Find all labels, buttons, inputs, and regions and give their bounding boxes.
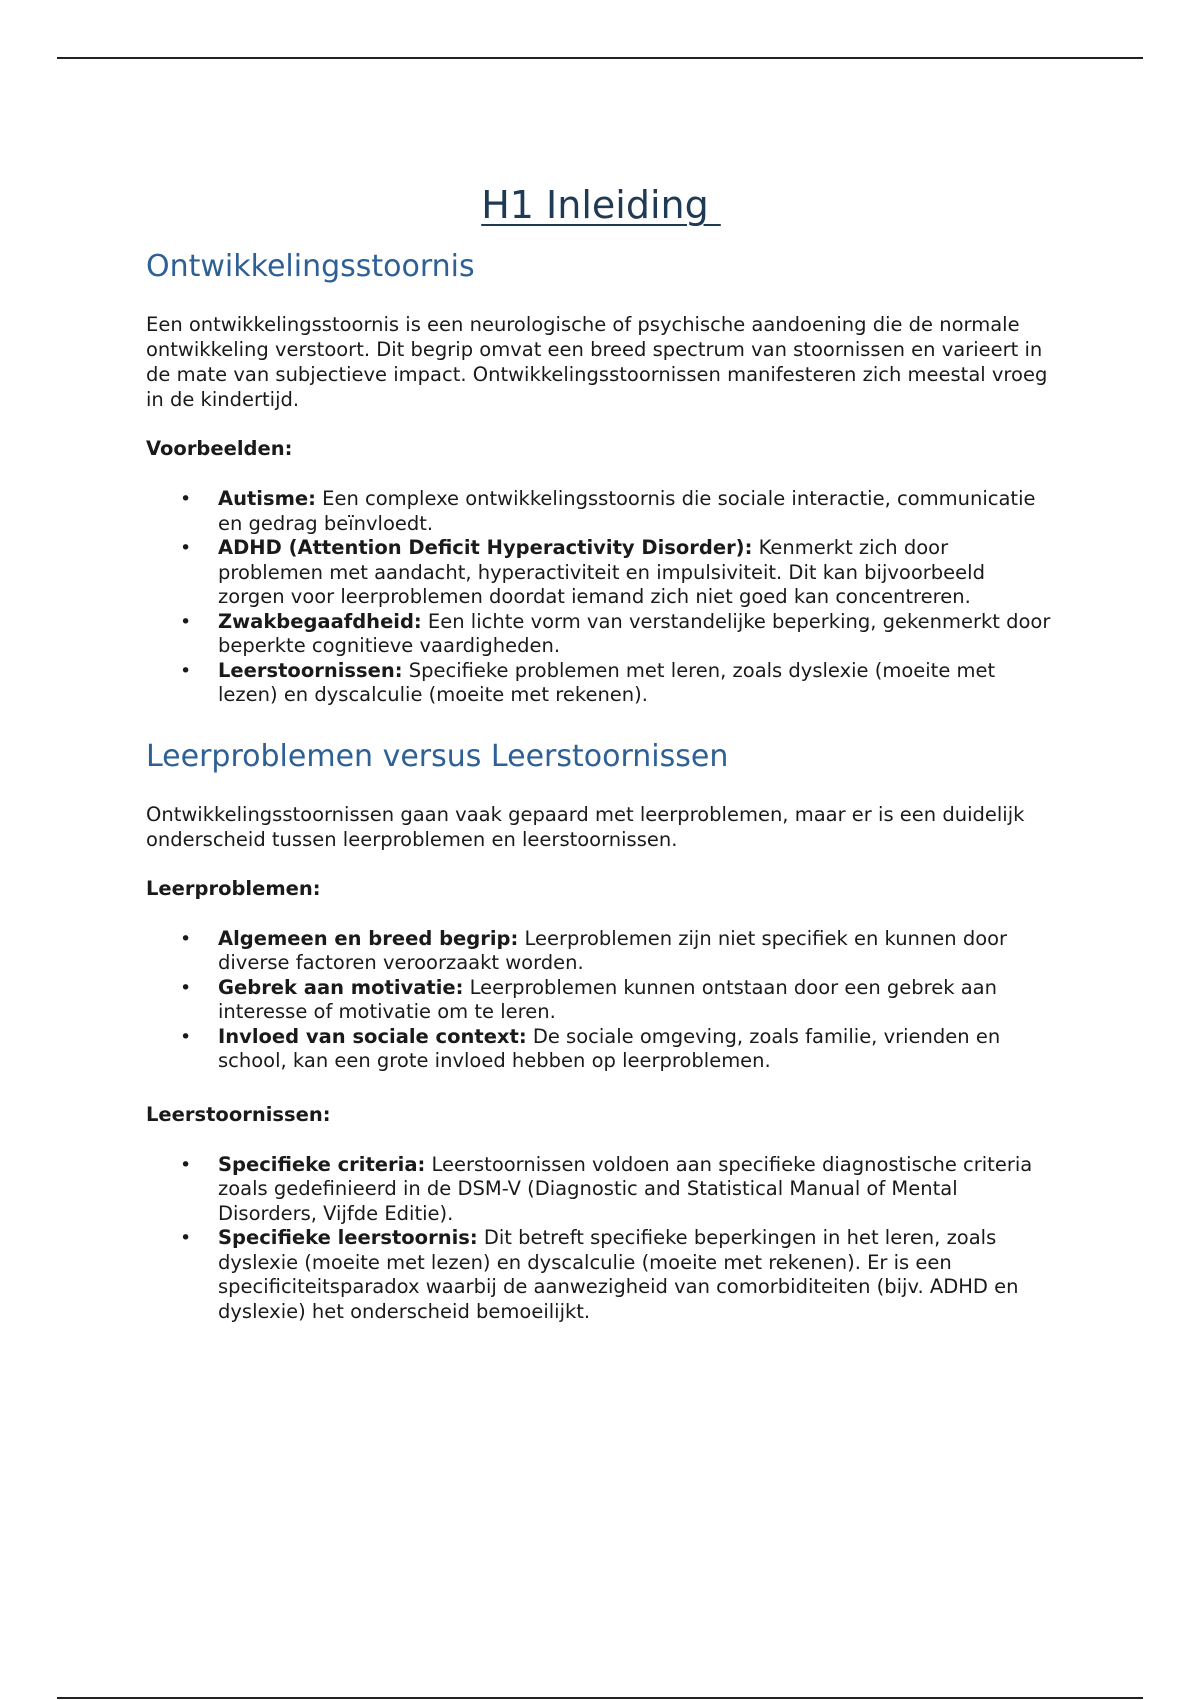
footer-rule bbox=[57, 1697, 1143, 1699]
list-label-voorbeelden: Voorbeelden: bbox=[146, 437, 293, 460]
list-item-term: Specifieke criteria: bbox=[218, 1152, 426, 1176]
section-heading-ontwikkelingsstoornis: Ontwikkelingsstoornis bbox=[146, 249, 475, 284]
list-item bbox=[180, 975, 1056, 1025]
examples-list bbox=[146, 487, 1056, 708]
list-item-text: De sociale omgeving, zoals familie, vrienden en school, kan een grote invloed hebben op leerproblemen. bbox=[218, 1024, 1001, 1072]
list-item-term: Zwakbegaafdheid: bbox=[218, 609, 422, 633]
list-item-term: ADHD (Attention Deficit Hyperactivity Disorder): bbox=[218, 536, 753, 559]
list-item-term: Invloed van sociale context: bbox=[218, 1024, 527, 1048]
bullet-icon: • bbox=[180, 659, 192, 682]
list-item-text: Leerstoornissen voldoen aan specifieke diagnostische criteria zoals gedefinieerd in de DSM-V (Diagnostic and Statistical Manual of Mental Disorders, Vijfde Editie). bbox=[218, 1152, 1033, 1225]
list-item-term: Autisme: bbox=[218, 487, 316, 510]
list-item bbox=[180, 536, 1056, 610]
list-item-text: Specifieke problemen met leren, zoals dyslexie (moeite met lezen) en dyscalculie (moeite met rekenen). bbox=[218, 658, 996, 706]
list-item-text: Een lichte vorm van verstandelijke beperking, gekenmerkt door beperkte cognitieve vaardigheden. bbox=[218, 609, 1051, 657]
list-item-term: Algemeen en breed begrip: bbox=[218, 926, 519, 950]
section-heading-leerproblemen-versus-leerstoornissen: Leerproblemen versus Leerstoornissen bbox=[146, 738, 729, 774]
list-item bbox=[180, 609, 1056, 659]
list-item bbox=[180, 1024, 1056, 1074]
section-paragraph: Een ontwikkelingsstoornis is een neurologische of psychische aandoening die de normale ontwikkeling verstoort. Dit begrip omvat een breed spectrum van stoornissen en varieert in de mate van subjectieve impact. Ontwikkelingsstoornissen manifesteren zich meestal vroeg in de kindertijd. bbox=[146, 313, 1048, 411]
list-item-text: Leerproblemen kunnen ontstaan door een gebrek aan interesse of motivatie om te leren. bbox=[218, 975, 997, 1023]
bullet-icon: • bbox=[180, 537, 192, 559]
section-paragraph: Ontwikkelingsstoornissen gaan vaak gepaard met leerproblemen, maar er is een duidelijk onderscheid tussen leerproblemen en leerstoornissen. bbox=[146, 802, 1025, 851]
list-item-term: Specifieke leerstoornis: bbox=[218, 1226, 478, 1249]
bullet-icon: • bbox=[180, 1153, 192, 1176]
list-item-text: Leerproblemen zijn niet specifiek en kunnen door diverse factoren veroorzaakt worden. bbox=[218, 926, 1008, 974]
bullet-icon: • bbox=[180, 610, 192, 633]
list-item bbox=[180, 1152, 1056, 1227]
bullet-icon: • bbox=[180, 1025, 192, 1048]
header-rule bbox=[57, 57, 1143, 59]
list-item-term: Leerstoornissen: bbox=[218, 658, 403, 682]
list-item-text: Dit betreft specifieke beperkingen in het leren, zoals dyslexie (moeite met lezen) en dyscalculie (moeite met rekenen). Er is een specificiteitsparadox waarbij de aanwezigheid van comorbiditeiten (bijv. ADHD en dyslexie) het onderscheid bemoeilijkt. bbox=[218, 1226, 1019, 1323]
list-item-text: Kenmerkt zich door problemen met aandacht, hyperactiviteit en impulsiviteit. Dit kan bijvoorbeeld zorgen voor leerproblemen doordat iemand zich niet goed kan concentreren. bbox=[218, 536, 985, 608]
list-label-leerstoornissen: Leerstoornissen: bbox=[146, 1102, 331, 1126]
bullet-icon: • bbox=[180, 976, 192, 999]
bullet-icon: • bbox=[180, 927, 192, 950]
list-label-leerproblemen: Leerproblemen: bbox=[146, 876, 321, 900]
bullet-icon: • bbox=[180, 488, 192, 510]
leerstoornissen-list bbox=[146, 1153, 1056, 1325]
document-body bbox=[146, 176, 1056, 1352]
bullet-icon: • bbox=[180, 1227, 192, 1249]
list-item bbox=[180, 1226, 1056, 1324]
list-item bbox=[180, 658, 1056, 708]
list-item bbox=[180, 487, 1056, 536]
document-title: H1 Inleiding bbox=[481, 183, 721, 227]
list-item-text: Een complexe ontwikkelingsstoornis die sociale interactie, communicatie en gedrag beïnvloedt. bbox=[218, 487, 1036, 535]
leerproblemen-list bbox=[146, 927, 1056, 1074]
list-item bbox=[180, 926, 1056, 976]
list-item-term: Gebrek aan motivatie: bbox=[218, 975, 464, 999]
